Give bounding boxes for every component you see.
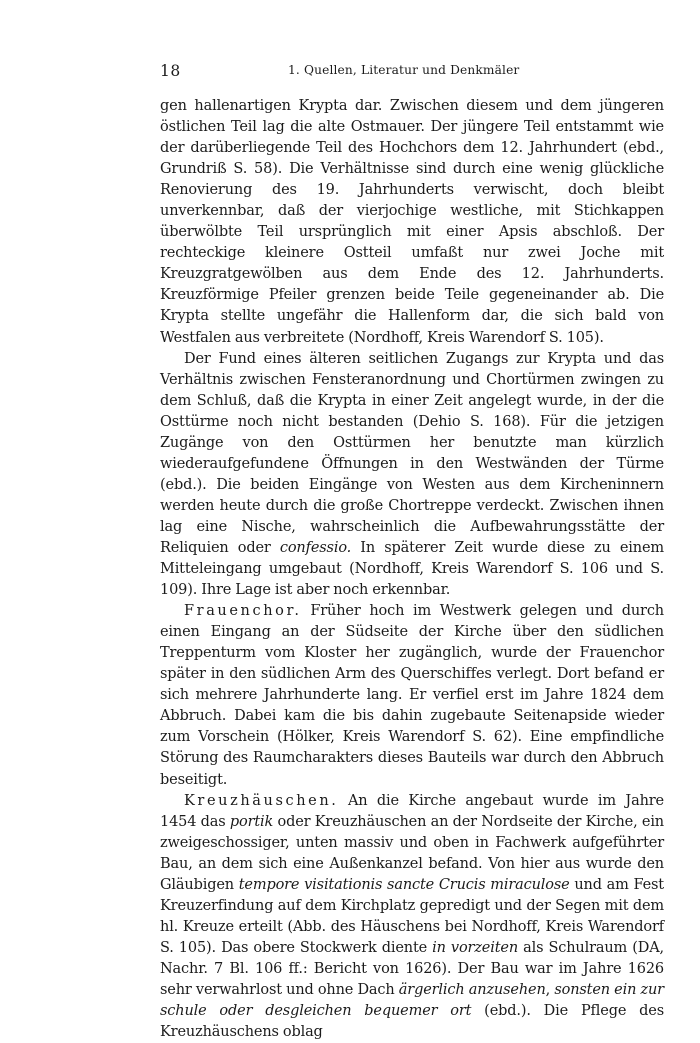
- paragraph: [160, 791, 664, 1043]
- page-number: 18: [160, 62, 181, 80]
- italic-text: in vorzeiten: [432, 939, 519, 956]
- italic-text: ärgerlich anzusehen: [398, 981, 546, 998]
- text-segment: als Schulraum (DA, Nachr. 7 Bl. 106 ff.: Bericht von 1626). Der Bau war im Jahre 1626 sehr verwahrlost und ohne Dach: [160, 939, 665, 998]
- italic-text: sonsten ein zur schule oder desgleichen bequemer ort: [160, 981, 664, 1020]
- italic-text: tempore visitationis sancte Crucis miraculose: [238, 876, 570, 893]
- text-segment: (ebd.). Die Pflege des Kreuzhäuschens oblag: [160, 1003, 664, 1041]
- text-segment: und am Fest Kreuzerfindung auf dem Kirchplatz gepredigt und der Segen mit dem hl. Kreuze erteilt (Abb. des Häuschens bei Nordhoff, Kreis Warendorf S. 105). Das obere Stockwerk diente: [160, 876, 664, 956]
- body-text: [160, 96, 664, 1043]
- paragraph: [160, 601, 664, 790]
- italic-text: confessio.: [279, 539, 352, 556]
- paragraph: [160, 349, 664, 602]
- italic-text: portik: [229, 813, 274, 830]
- paragraph: [160, 96, 664, 349]
- section-heading: Frauenchor.: [184, 603, 302, 620]
- text-segment: Der Fund eines älteren seitlichen Zugangs zur Krypta und das Verhältnis zwischen Fensteranordnung und Chortürmen zwingen zu dem Schluß, daß die Krypta in einer Zeit angelegt wurde, in der die Osttürme noch nicht bestanden (Dehio S. 168). Für die jetzigen Zugänge von den Osttürmen her benutzte man kürzlich wiederaufgefundene Öffnungen in den Westwänden der Türme (ebd.). Die beiden Eingänge von Westen aus dem Kircheninnern werden heute durch die große Chortreppe verdeckt. Zwischen ihnen lag eine Nische, wahrscheinlich die Aufbewahrungsstätte der Reliquien oder: [160, 350, 664, 556]
- running-head: 1. Quellen, Literatur und Denkmäler: [288, 63, 520, 77]
- page-header: [160, 62, 664, 84]
- section-heading: Kreuzhäuschen.: [184, 792, 339, 809]
- text-segment: gen hallenartigen Krypta dar. Zwischen diesem und dem jüngeren östlichen Teil lag die alte Ostmauer. Der jüngere Teil entstammt wie der darüberliegende Teil des Hochchors dem 12. Jahrhundert (ebd., Grundriß S. 58). Die Verhältnisse sind durch eine wenig glückliche Renovierung des 19. Jahrhunderts verwischt, doch bleibt unverkennbar, daß der vierjochige westliche, mit Stichkappen überwölbte Teil ursprünglich mit einer Apsis abschloß. Der rechteckige kleinere Ostteil umfaßt nur zwei Joche mit Kreuzgratgewölben aus dem Ende des 12. Jahrhunderts. Kreuzförmige Pfeiler grenzen beide Teile gegeneinander ab. Die Krypta stellte ungefähr die Hallenform dar, die sich bald von Westfalen aus verbreitete (Nordhoff, Kreis Warendorf S. 105).: [160, 98, 664, 346]
- text-segment: oder Kreuzhäuschen an der Nordseite der Kirche, ein zweigeschossiger, unten massiv und oben in Fachwerk aufgeführter Bau, an dem sich eine Außenkanzel befand. Von hier aus wurde den Gläubigen: [160, 813, 665, 893]
- text-segment: An die Kirche angebaut wurde im Jahre 1454 das: [160, 792, 664, 830]
- text-segment: Früher hoch im Westwerk gelegen und durch einen Eingang an der Südseite der Kirche über den südlichen Treppenturm vom Kloster her zugänglich, wurde der Frauenchor später in den südlichen Arm des Querschiffes verlegt. Dort befand er sich mehrere Jahrhunderte lang. Er verfiel erst im Jahre 1824 dem Abbruch. Dabei kam die bis dahin zugebaute Seitenapside wieder zum Vorschein (Hölker, Kreis Warendorf S. 62). Eine empfindliche Störung des Raumcharakters dieses Bauteils war durch den Abbruch beseitigt.: [160, 603, 664, 788]
- text-segment: In späterer Zeit wurde diese zu einem Mitteleingang umgebaut (Nordhoff, Kreis Warendorf S. 106 und S. 109). Ihre Lage ist aber noch erkennbar.: [160, 539, 664, 599]
- text-segment: ,: [545, 981, 555, 998]
